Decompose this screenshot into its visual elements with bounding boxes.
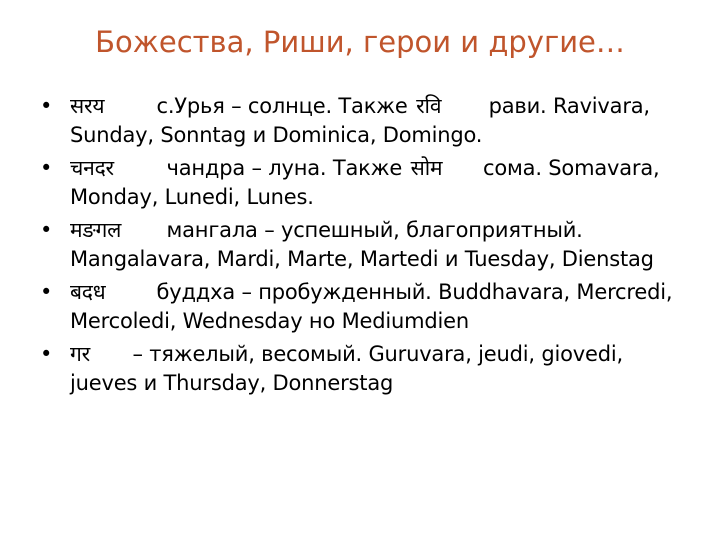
bullet-item-buddha [40, 278, 680, 336]
bullet-icon: • [40, 280, 53, 304]
bullet-item-chandra [40, 154, 680, 212]
bullet-list [40, 92, 680, 402]
devanagari-word: सोम [410, 156, 443, 180]
devanagari-word: सरय [70, 94, 105, 118]
bullet-icon: • [40, 156, 53, 180]
bullet-text: с.Урья – солнце. Также [156, 94, 408, 118]
bullet-text: рави. Ravivara, Sunday, Sonntag и Dominica, Domingo. [70, 94, 650, 147]
bullet-item-mangala [40, 216, 680, 274]
devanagari-word: बदध [70, 280, 106, 304]
devanagari-word: मङगल [70, 218, 122, 242]
bullet-icon: • [40, 342, 53, 366]
devanagari-word: रवि [416, 94, 442, 118]
bullet-text: сома. Somavara, Monday, Lunedi, Lunes. [70, 156, 660, 209]
bullet-text: мангала – успешный, благоприятный. Mangalavara, Mardi, Marte, Martedi и Tuesday, Dienstag [70, 218, 654, 271]
bullet-text: буддха – пробужденный. Buddhavara, Mercredi, Mercoledi, Wednesday но Mediumdien [70, 280, 673, 333]
bullet-icon: • [40, 218, 53, 242]
devanagari-word: गर [70, 342, 91, 366]
bullet-item-surya [40, 92, 680, 150]
slide-title: Божества, Риши, герои и другие… [95, 25, 625, 59]
bullet-text: – тяжелый, весомый. Guruvara, jeudi, giovedi, jueves и Thursday, Donnerstag [70, 342, 623, 395]
bullet-item-guru [40, 340, 680, 398]
bullet-icon: • [40, 94, 53, 118]
bullet-text: чандра – луна. Также [166, 156, 403, 180]
devanagari-word: चनदर [70, 156, 114, 180]
